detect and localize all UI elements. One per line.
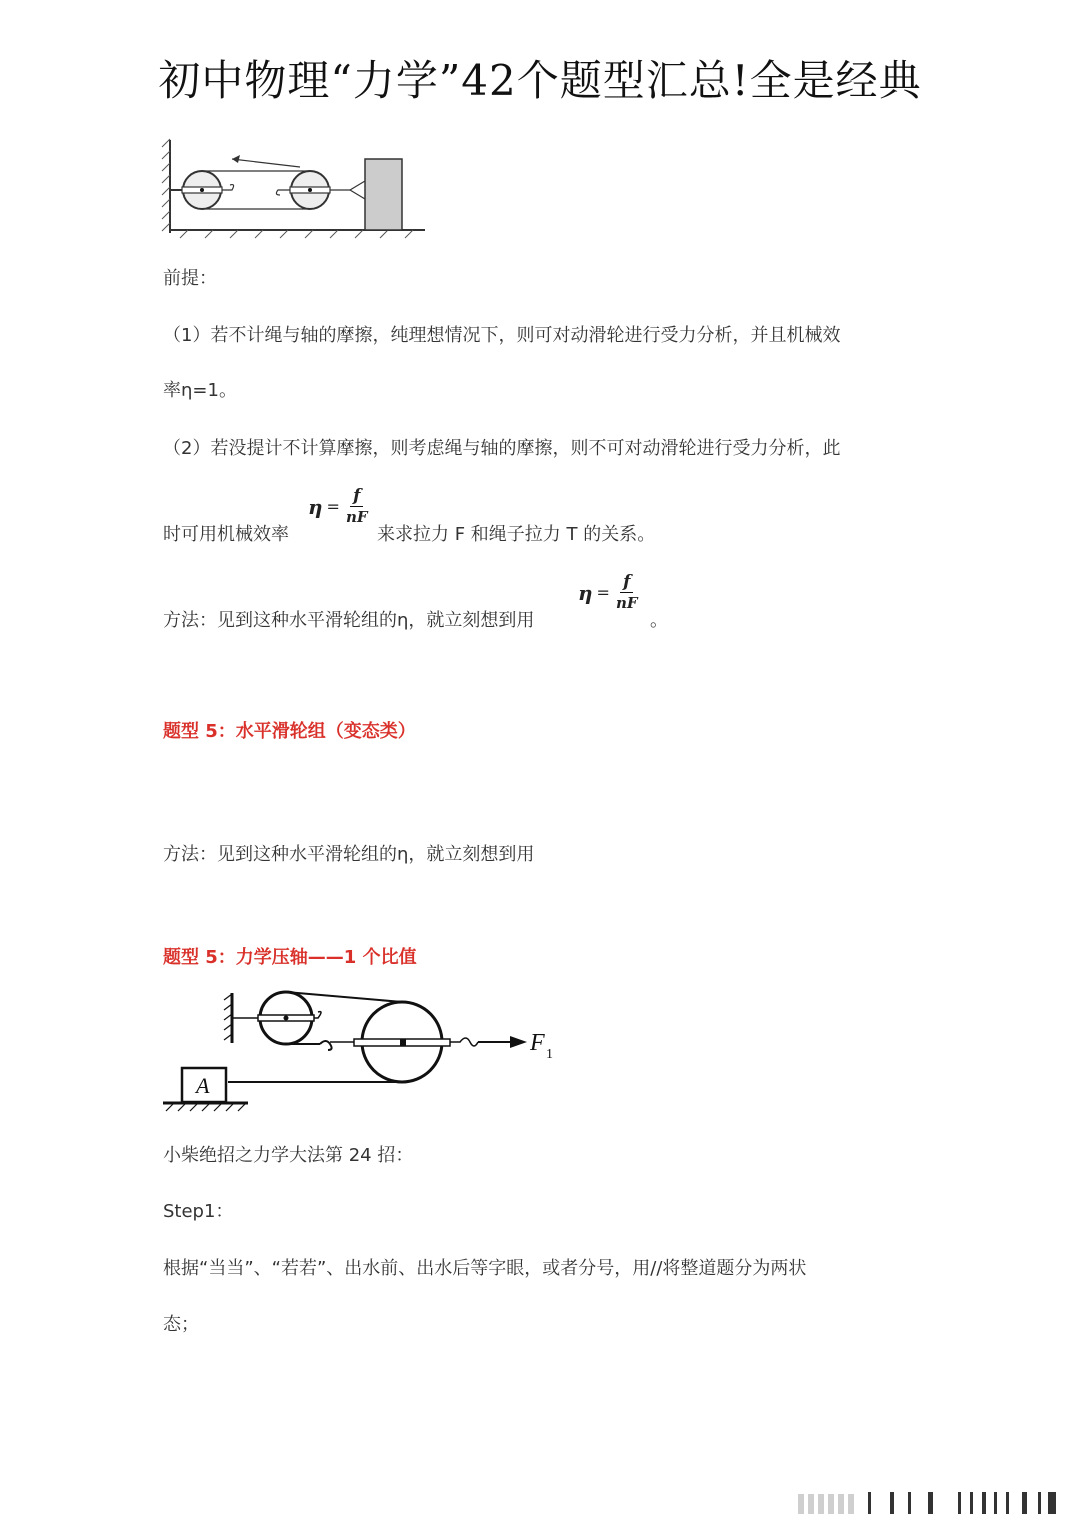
method-1: 方法：见到这种水平滑轮组的η，就立刻想到用 bbox=[163, 610, 535, 631]
premise-p2-line2-b: 来求拉力 F 和绳子拉力 T 的关系。 bbox=[377, 524, 656, 545]
premise-p1-line2: 率η=1。 bbox=[163, 380, 237, 401]
horizontal-pulley-diagram bbox=[160, 135, 430, 240]
trick-line1: 根据“当当”、“若若”、出水前、出水后等字眼，或者分号，用//将整道题分为两状 bbox=[163, 1258, 807, 1279]
trick-step: Step1： bbox=[163, 1201, 234, 1222]
method-1-end: 。 bbox=[650, 610, 668, 631]
efficiency-formula bbox=[308, 486, 370, 527]
formula-numerator: f bbox=[620, 572, 633, 593]
page-title: 初中物理“力学”42个题型汇总!全是经典 bbox=[158, 56, 922, 105]
block-label: A bbox=[196, 1073, 210, 1098]
pulley-block-diagram bbox=[160, 988, 580, 1113]
force-label: F bbox=[530, 1030, 545, 1056]
formula-numerator: f bbox=[350, 486, 363, 507]
method-2: 方法：见到这种水平滑轮组的η，就立刻想到用 bbox=[163, 844, 535, 865]
formula-equals: = bbox=[326, 497, 340, 516]
premise-p2-line2-a: 时可用机械效率 bbox=[163, 524, 289, 545]
formula-eta: η bbox=[308, 494, 323, 519]
efficiency-formula-2 bbox=[578, 572, 640, 613]
formula-equals: = bbox=[596, 583, 610, 602]
formula-denominator: nF bbox=[615, 594, 638, 612]
premise-p2-line1: （2）若没提计不计算摩擦，则考虑绳与轴的摩擦，则不可对动滑轮进行受力分析，此 bbox=[163, 438, 841, 459]
premise-p1-line1: （1）若不计绳与轴的摩擦，纯理想情况下，则可对动滑轮进行受力分析，并且机械效 bbox=[163, 325, 841, 346]
section-heading-1: 题型 5：水平滑轮组（变态类） bbox=[163, 721, 416, 742]
force-subscript: 1 bbox=[546, 1047, 553, 1062]
trick-line2: 态； bbox=[163, 1314, 199, 1335]
formula-eta: η bbox=[578, 580, 593, 605]
watermark-bars bbox=[798, 1490, 1058, 1516]
premise-label: 前提： bbox=[163, 268, 217, 289]
trick-title: 小柴绝招之力学大法第 24 招： bbox=[163, 1145, 414, 1166]
section-heading-2: 题型 5：力学压轴——1 个比值 bbox=[163, 947, 417, 968]
formula-denominator: nF bbox=[345, 508, 368, 526]
